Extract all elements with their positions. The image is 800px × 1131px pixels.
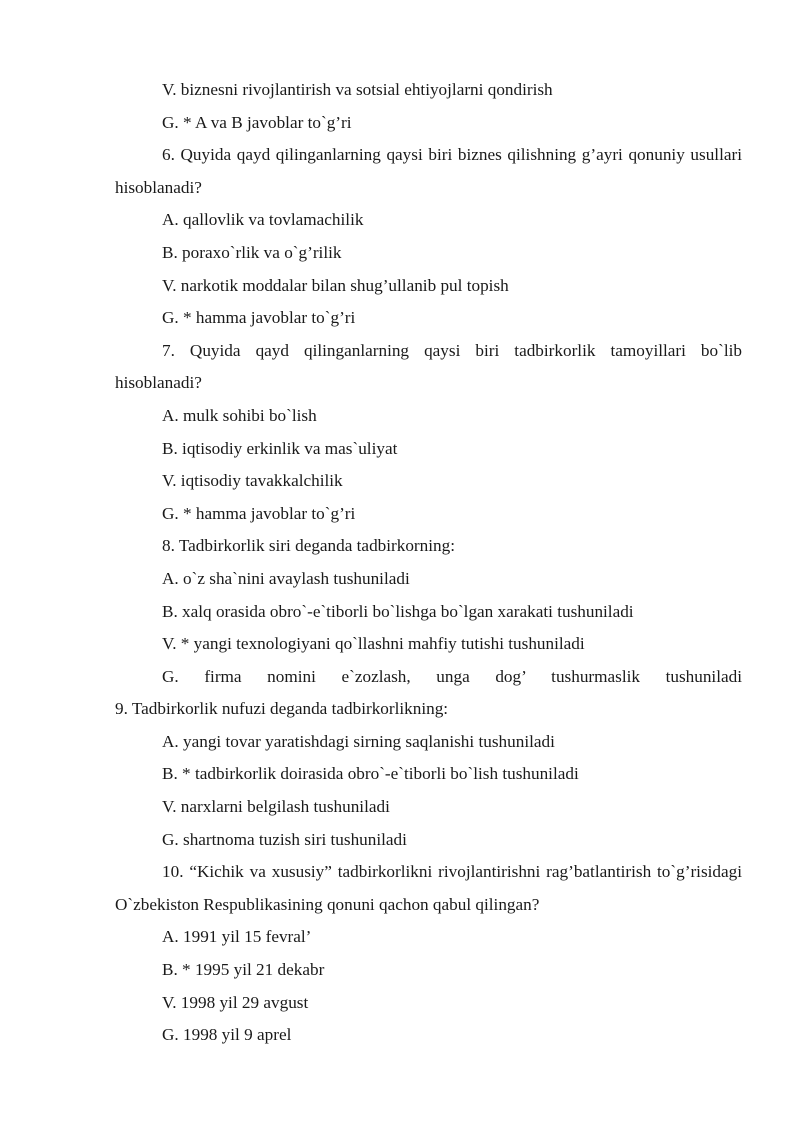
answer-option: B. * 1995 yil 21 dekabr xyxy=(162,960,325,980)
answer-option: G. shartnoma tuzish siri tushuniladi xyxy=(162,829,407,849)
answer-option: B. * tadbirkorlik doirasida obro`-e`tiborli bo`lish tushuniladi xyxy=(162,764,579,784)
question-8: 8. Tadbirkorlik siri deganda tadbirkorning: xyxy=(162,536,455,556)
answer-option: V. biznesni rivojlantirish va sotsial ehtiyojlarni qondirish xyxy=(162,80,553,99)
answer-option: B. xalq orasida obro`-e`tiborli bo`lishga bo`lgan xarakati tushuniladi xyxy=(162,601,634,621)
answer-option: V. narkotik moddalar bilan shug’ullanib pul topish xyxy=(162,275,509,295)
question-7: 7. Quyida qayd qilinganlarning qaysi biri tadbirkorlik tamoyillari bo`lib hisoblanadi? xyxy=(115,340,742,393)
document-body xyxy=(115,74,742,1052)
answer-option: G. firma nomini e`zozlash, unga dog’ tushurmaslik tushuniladi xyxy=(162,666,742,686)
answer-option: V. iqtisodiy tavakkalchilik xyxy=(162,471,343,491)
question-6: 6. Quyida qayd qilinganlarning qaysi biri biznes qilishning g’ayri qonuniy usullari hisoblanadi? xyxy=(115,145,742,197)
answer-option: G. * A va B javoblar to`g’ri xyxy=(162,112,352,132)
answer-option: V. 1998 yil 29 avgust xyxy=(162,992,309,1012)
answer-option: V. narxlarni belgilash tushuniladi xyxy=(162,797,390,817)
answer-option: A. mulk sohibi bo`lish xyxy=(162,405,317,425)
answer-option: V. * yangi texnologiyani qo`llashni mahfiy tutishi tushuniladi xyxy=(162,634,585,654)
answer-option: G. * hamma javoblar to`g’ri xyxy=(162,308,356,328)
answer-option: A. o`z sha`nini avaylash tushuniladi xyxy=(162,568,410,588)
question-10: 10. “Kichik va xususiy” tadbirkorlikni rivojlantirishni rag’batlantirish to`g’risidagi O`zbekiston Respublikasining qonuni qachon qabul qilingan? xyxy=(115,862,742,914)
answer-option: A. qallovlik va tovlamachilik xyxy=(162,210,364,230)
answer-option: G. * hamma javoblar to`g’ri xyxy=(162,503,356,523)
answer-option: G. 1998 yil 9 aprel xyxy=(162,1025,292,1045)
question-9: 9. Tadbirkorlik nufuzi deganda tadbirkorlikning: xyxy=(115,699,449,719)
answer-option: B. iqtisodiy erkinlik va mas`uliyat xyxy=(162,438,398,458)
answer-option: A. 1991 yil 15 fevral’ xyxy=(162,927,312,947)
answer-option: A. yangi tovar yaratishdagi sirning saqlanishi tushuniladi xyxy=(162,731,555,751)
answer-option: B. poraxo`rlik va o`g’rilik xyxy=(162,242,342,262)
